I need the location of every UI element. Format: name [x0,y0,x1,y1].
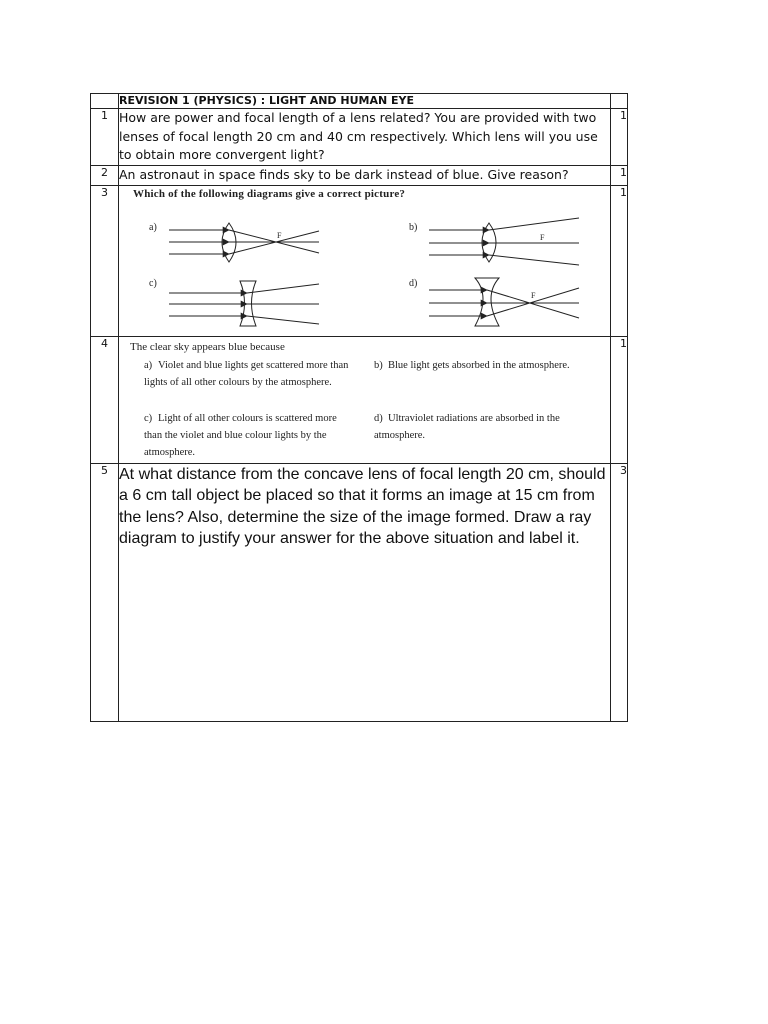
concave-lens-d [475,278,499,326]
option-label: b) [374,359,383,371]
question-marks: 1 [611,185,628,336]
question-number: 2 [91,166,119,186]
lens-diagrams-figure [119,200,611,328]
option-text: Light of all other colours is scattered more than the violet and blue colour lights by the atmosphere. [144,412,337,458]
option-label: d) [374,412,383,424]
question-3-body [119,185,611,336]
question-number: 3 [91,185,119,336]
question-marks: 1 [611,336,628,463]
question-marks: 1 [611,166,628,186]
lens-diagrams [119,200,610,328]
diagram-label-a: a) [149,221,157,233]
question-marks: 3 [611,463,628,721]
question-row-3 [91,185,628,336]
option-a [144,357,354,391]
question-text: Which of the following diagrams give a correct picture? [133,187,406,200]
question-number: 1 [91,109,119,166]
revision-table [90,93,628,722]
question-text: At what distance from the concave lens of focal length 20 cm, should a 6 cm tall object be placed so that it forms an image at 15 cm from the lens? Also, determine the size of the image formed. Draw a ray diagram to justify your answer for the above situation and label it. [119,463,611,721]
diagram-label-d: d) [409,277,418,289]
title-marks-cell [611,94,628,109]
option-text: Blue light gets absorbed in the atmosphere. [388,359,570,371]
question-row-1 [91,109,628,166]
diagram-label-c: c) [149,277,157,289]
question-number: 5 [91,463,119,721]
option-text: Ultraviolet radiations are absorbed in the atmosphere. [374,412,560,441]
focus-label-a: F [277,230,282,240]
worksheet [90,93,628,722]
diagram-label-b: b) [409,221,418,233]
option-d [374,410,584,444]
question-text: The clear sky appears blue because [130,340,285,353]
question-marks: 1 [611,109,628,166]
option-text: Violet and blue lights get scattered more than lights of all other colours by the atmosphere. [144,359,349,388]
focus-label-b: F [540,232,545,242]
question-text: An astronaut in space finds sky to be dark instead of blue. Give reason? [119,166,611,186]
question-4-body [119,336,611,463]
option-label: c) [144,412,153,424]
title-num-cell [91,94,119,109]
question-row-4 [91,336,628,463]
answer-options [119,353,610,463]
option-b [374,357,574,374]
title-row [91,94,628,109]
question-row-2 [91,166,628,186]
focus-label-d: F [531,290,536,300]
option-c [144,410,354,461]
question-text: How are power and focal length of a lens related? You are provided with two lenses of focal length 20 cm and 40 cm respectively. Which lens will you use to obtain more convergent light? [119,109,611,166]
option-label: a) [144,359,153,371]
worksheet-title: REVISION 1 (PHYSICS) : LIGHT AND HUMAN EYE [119,94,611,109]
question-number: 4 [91,336,119,463]
question-row-5 [91,463,628,721]
